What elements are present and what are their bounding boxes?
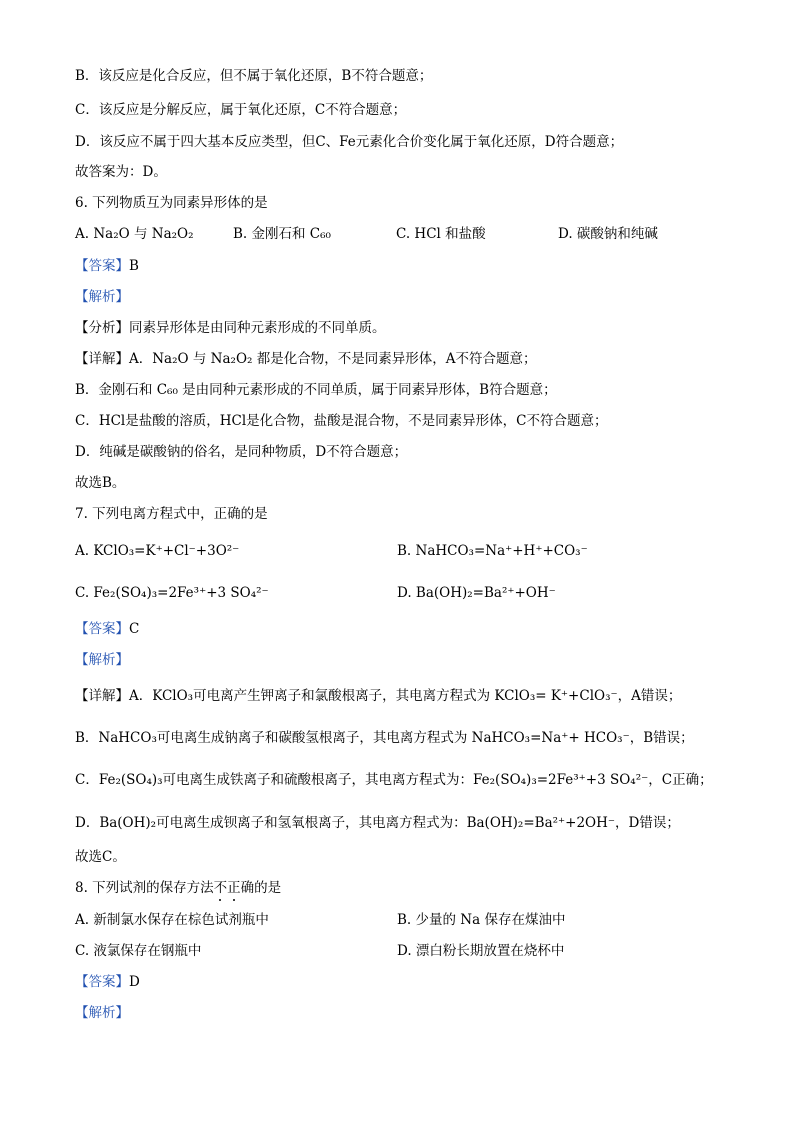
emphasis-dot-char: 正: [227, 880, 241, 896]
q7-stem: 7. 下列电离方程式中，正确的是: [75, 506, 268, 522]
q6-detail-c: C．HCl是盐酸的溶质，HCl是化合物，盐酸是混合物，不是同素异形体，C不符合题意；: [75, 413, 608, 429]
q8-stem-pre: 8. 下列试剂的保存方法: [75, 880, 214, 896]
fenxi-text: 同素异形体是由同种元素形成的不同单质。: [129, 320, 386, 336]
answer-value: B: [129, 258, 139, 274]
q8-answer: [75, 973, 140, 991]
q8-option-a: A. 新制氯水保存在棕色试剂瓶中: [75, 912, 269, 928]
q7-option-a: A. KClO₃=K⁺+Cl⁻+3O²⁻: [75, 543, 240, 559]
answer-tag: 【答案】: [75, 258, 129, 274]
q8-option-b: B. 少量的 Na 保存在煤油中: [397, 912, 566, 928]
q6-detail-d: D．纯碱是碳酸钠的俗名，是同种物质，D不符合题意；: [75, 444, 408, 460]
answer-tag: 【答案】: [75, 621, 129, 637]
q6-detail-b: B．金刚石和 C₆₀ 是由同种元素形成的不同单质，属于同素异形体，B符合题意；: [75, 382, 557, 398]
q7-option-d: D. Ba(OH)₂=Ba²⁺+OH⁻: [397, 585, 556, 601]
answer-value: D: [129, 974, 140, 990]
q8-stem-post: 确的是: [240, 880, 282, 896]
detail-tag: 【详解】: [75, 688, 129, 704]
emphasis-dot-char: 不: [213, 880, 228, 896]
q7-answer: [75, 620, 139, 638]
q6-analysis-tag: 【解析】: [75, 289, 129, 305]
q8-option-d: D. 漂白粉长期放置在烧杯中: [397, 943, 565, 959]
q8-option-c: C. 液氯保存在钢瓶中: [75, 943, 202, 959]
prev-explanation-c: C．该反应是分解反应，属于氧化还原，C不符合题意；: [75, 102, 407, 118]
prev-explanation-b: B．该反应是化合反应，但不属于氧化还原，B不符合题意；: [75, 68, 433, 84]
detail-text: A．Na₂O 与 Na₂O₂ 都是化合物，不是同素异形体，A不符合题意；: [129, 351, 537, 367]
q7-detail-c: C．Fe₂(SO₄)₃可电离生成铁离子和硫酸根离子，其电离方程式为：Fe₂(SO₄)₃=2Fe³⁺+3 SO₄²⁻，C正确；: [75, 772, 713, 788]
answer-tag: 【答案】: [75, 974, 129, 990]
q7-option-b: B. NaHCO₃=Na⁺+H⁺+CO₃⁻: [397, 543, 588, 559]
answer-value: C: [129, 621, 140, 637]
detail-tag: 【详解】: [75, 351, 129, 367]
q7-detail-a: [75, 687, 681, 705]
detail-text: A．KClO₃可电离产生钾离子和氯酸根离子，其电离方程式为 KClO₃= K⁺+ClO₃⁻，A错误；: [129, 688, 682, 704]
q6-option-d: D. 碳酸钠和纯碱: [558, 226, 658, 242]
q7-final: 故选C。: [75, 849, 126, 865]
q6-answer: [75, 257, 139, 275]
q6-final: 故选B。: [75, 475, 126, 491]
q6-option-a: A. Na₂O 与 Na₂O₂: [75, 226, 194, 242]
q7-detail-d: D．Ba(OH)₂可电离生成钡离子和氢氧根离子，其电离方程式为：Ba(OH)₂=Ba²⁺+2OH⁻，D错误；: [75, 815, 680, 831]
q8-analysis-tag: 【解析】: [75, 1005, 129, 1021]
q6-fenxi: [75, 319, 386, 337]
q6-detail-a: [75, 350, 536, 368]
q8-stem: [75, 879, 281, 897]
q7-detail-b: B．NaHCO₃可电离生成钠离子和碳酸氢根离子，其电离方程式为 NaHCO₃=Na⁺+ HCO₃⁻，B错误；: [75, 730, 694, 746]
q6-stem: 6. 下列物质互为同素异形体的是: [75, 195, 268, 211]
q6-option-b: B. 金刚石和 C₆₀: [233, 226, 331, 242]
q6-option-c: C. HCl 和盐酸: [396, 226, 486, 242]
prev-final-answer: 故答案为：D。: [75, 164, 167, 180]
prev-explanation-d: D．该反应不属于四大基本反应类型，但C、Fe元素化合价变化属于氧化还原，D符合题意；: [75, 134, 624, 150]
q7-option-c: C. Fe₂(SO₄)₃=2Fe³⁺+3 SO₄²⁻: [75, 585, 269, 601]
fenxi-tag: 【分析】: [75, 320, 129, 336]
q7-analysis-tag: 【解析】: [75, 652, 129, 668]
